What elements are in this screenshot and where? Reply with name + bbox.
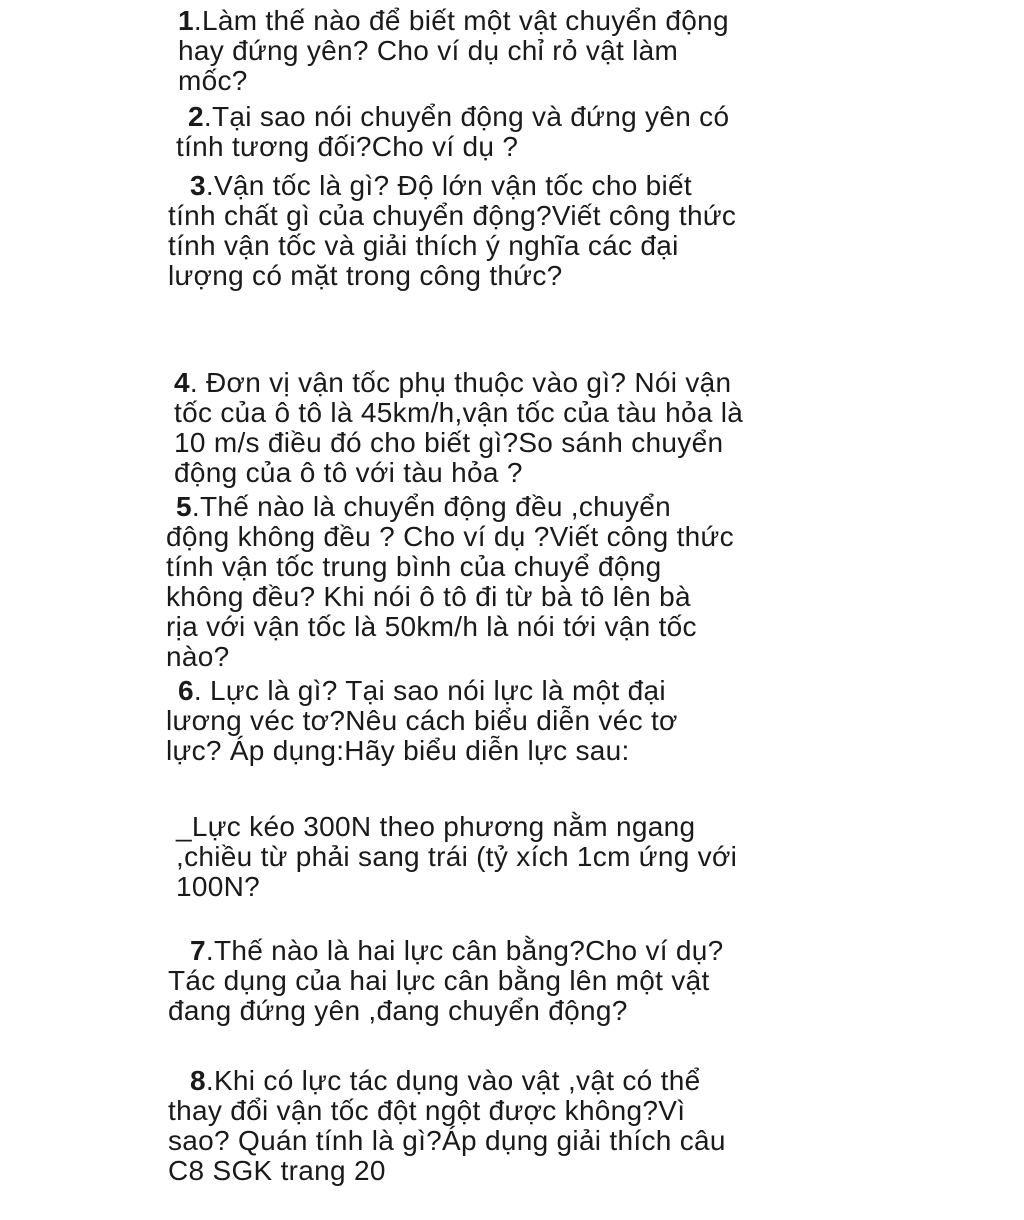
- question-line: hay đứng yên? Cho ví dụ chỉ rỏ vật làm: [178, 35, 679, 66]
- question-6: [166, 676, 678, 766]
- question-line: thay đổi vận tốc đột ngột được không?Vì: [168, 1095, 686, 1126]
- question-number: 5: [176, 491, 192, 522]
- question-number: 1: [178, 5, 194, 36]
- question-number: 7: [190, 935, 206, 966]
- question-5: [166, 492, 734, 672]
- question-line: 8.Khi có lực tác dụng vào vật ,vật có thể: [190, 1065, 701, 1096]
- question-line: 5.Thế nào là chuyển động đều ,chuyển: [176, 491, 671, 522]
- question-line: 1.Làm thế nào để biết một vật chuyển động: [178, 5, 729, 36]
- question-line: rịa với vận tốc là 50km/h là nói tới vận tốc: [166, 611, 697, 642]
- question-line: động không đều ? Cho ví dụ ?Viết công thức: [166, 521, 734, 552]
- question-8: [168, 1066, 726, 1186]
- question-2: [176, 102, 729, 162]
- question-line: 3.Vận tốc là gì? Độ lớn vận tốc cho biết: [190, 170, 692, 201]
- question-line: lượng có mặt trong công thức?: [168, 260, 563, 291]
- question-line: nào?: [166, 641, 230, 672]
- question-line: động của ô tô với tàu hỏa ?: [174, 457, 523, 488]
- question-line: tính vận tốc trung bình của chuyể động: [166, 551, 662, 582]
- question-line: lực? Áp dụng:Hãy biểu diễn lực sau:: [166, 735, 630, 766]
- question-line: ,chiều từ phải sang trái (tỷ xích 1cm ứng với: [176, 841, 738, 872]
- question-7: [168, 936, 724, 1026]
- question-number: 8: [190, 1065, 206, 1096]
- question-6-exercise: [176, 812, 737, 902]
- question-line: sao? Quán tính là gì?Áp dụng giải thích câu: [168, 1125, 726, 1156]
- question-line: 6. Lực là gì? Tại sao nói lực là một đại: [178, 675, 666, 706]
- question-line: 4. Đơn vị vận tốc phụ thuộc vào gì? Nói vận: [174, 367, 732, 398]
- question-number: 3: [190, 170, 206, 201]
- question-line: không đều? Khi nói ô tô đi từ bà tô lên bà: [166, 581, 691, 612]
- question-line: tính chất gì của chuyển động?Viết công thức: [168, 200, 737, 231]
- question-line: 2.Tại sao nói chuyển động và đứng yên có: [188, 101, 730, 132]
- question-line: _Lực kéo 300N theo phương nằm ngang: [176, 811, 696, 842]
- question-number: 6: [178, 675, 194, 706]
- question-line: đang đứng yên ,đang chuyển động?: [168, 995, 628, 1026]
- question-1: [178, 6, 729, 96]
- question-line: Tác dụng của hai lực cân bằng lên một vật: [168, 965, 710, 996]
- question-4: [174, 368, 743, 488]
- question-3: [168, 171, 736, 291]
- question-number: 2: [188, 101, 204, 132]
- question-line: 7.Thế nào là hai lực cân bằng?Cho ví dụ?: [190, 935, 724, 966]
- question-line: tính vận tốc và giải thích ý nghĩa các đại: [168, 230, 679, 261]
- question-line: C8 SGK trang 20: [168, 1155, 386, 1186]
- question-line: tốc của ô tô là 45km/h,vận tốc của tàu hỏa là: [174, 397, 744, 428]
- question-line: tính tương đối?Cho ví dụ ?: [176, 131, 519, 162]
- question-line: lương véc tơ?Nêu cách biểu diễn véc tơ: [166, 705, 678, 736]
- question-line: 10 m/s điều đó cho biết gì?So sánh chuyển: [174, 427, 724, 458]
- question-number: 4: [174, 367, 190, 398]
- question-line: 100N?: [176, 871, 261, 902]
- question-line: mốc?: [178, 65, 248, 96]
